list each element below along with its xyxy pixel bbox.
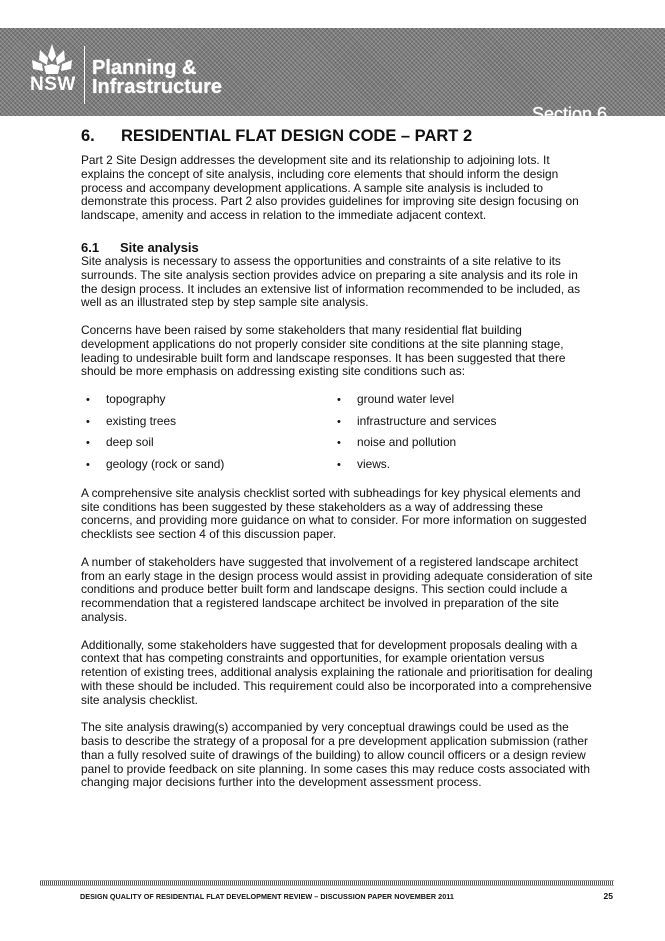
- footer-divider: [40, 880, 614, 886]
- subsection-heading: [81, 240, 593, 255]
- list-item: • infrastructure and services: [332, 415, 593, 430]
- chapter-heading: [81, 126, 593, 146]
- list-item: • existing trees: [81, 415, 332, 430]
- bullet-icon: •: [337, 458, 341, 471]
- department-line-1: Planning &: [92, 57, 197, 79]
- paragraph-site-analysis: Site analysis is necessary to assess the opportunities and constraints of a site relative to its surrounds. The site analysis section provides advice on preparing a site analysis and its role in the design process. It includes an extensive list of information recommended to be included, as well as an illustrated step by step sample site analysis.: [81, 253, 581, 310]
- section-label: Section 6: [531, 104, 607, 124]
- bullet-icon: •: [337, 394, 341, 407]
- paragraph-landscape-architect: A number of stakeholders have suggested that involvement of a registered landscape architect from an early stage in the design process would assist in providing adequate consideration of site conditions and produce better built form and landscape designs. This section could include a recommendation that a registered landscape architect be involved in preparation of the site analysis.: [81, 554, 593, 624]
- department-name: [92, 59, 222, 97]
- paragraph-competing-constraints: Additionally, some stakeholders have suggested that for development proposals dealing with a context that has competing constraints and opportunities, for example orientation versus retention of existing trees, additional analysis explaining the rationale and prioritisation for dealing with these should be included. This requirement could also be incorporated into a comprehensive site analysis checklist.: [81, 637, 593, 707]
- list-item: • noise and pollution: [332, 436, 593, 451]
- intro-paragraph: Part 2 Site Design addresses the development site and its relationship to adjoining lots. It explains the concept of site analysis, including core elements that should inform the design process and accompany development applications. A sample site analysis is included to demonstrate this process. Part 2 also provides guidelines for improving site design focusing on landscape, amenity and access in relation to the immediate adjacent context.: [81, 153, 579, 223]
- bullet-icon: •: [337, 415, 341, 428]
- footer-title: DESIGN QUALITY OF RESIDENTIAL FLAT DEVELOPMENT REVIEW – DISCUSSION PAPER NOVEMBER 2011: [80, 892, 454, 901]
- bullet-icon: •: [86, 458, 90, 471]
- bullet-icon: •: [86, 437, 90, 450]
- list-item: • topography: [81, 393, 332, 408]
- bullet-icon: •: [86, 415, 90, 428]
- nsw-logo-text: NSW: [30, 74, 76, 95]
- list-item: • deep soil: [81, 436, 332, 451]
- page-header-banner: [0, 28, 665, 124]
- site-conditions-list: [81, 393, 593, 473]
- paragraph-checklist: A comprehensive site analysis checklist sorted with subheadings for key physical elements and site conditions has been suggested by these stakeholders as a way of addressing these concerns, and providing more guidance on what to consider. For more information on suggested checklists see section 4 of this discussion paper.: [81, 485, 587, 542]
- list-item: • views.: [332, 458, 593, 473]
- subsection-number: 6.1: [81, 239, 100, 255]
- chapter-number: 6.: [81, 127, 95, 145]
- chapter-title: RESIDENTIAL FLAT DESIGN CODE – PART 2: [121, 127, 473, 145]
- department-line-2: Infrastructure: [92, 76, 223, 98]
- logo-divider: [84, 46, 85, 104]
- list-item: • ground water level: [332, 393, 593, 408]
- subsection-title: Site analysis: [120, 239, 199, 255]
- page-number: 25: [603, 891, 613, 901]
- bullet-icon: •: [86, 394, 90, 407]
- bullet-icon: •: [337, 437, 341, 450]
- document-body: [81, 126, 593, 790]
- list-item: • geology (rock or sand): [81, 458, 332, 473]
- paragraph-concerns: Concerns have been raised by some stakeholders that many residential flat building development applications do not properly consider site conditions at the site planning stage, leading to undesirable built form and landscape responses. It has been suggested that there should be more emphasis on addressing existing site conditions such as:: [81, 322, 566, 379]
- paragraph-site-analysis-drawings: The site analysis drawing(s) accompanied by very conceptual drawings could be used as the basis to describe the strategy of a proposal for a pre development application submission (rather than a fully resolved suite of drawings of the building) to allow council officers or a design review panel to provide feedback on site planning. In some cases this may reduce costs associated with changing major decisions further into the development assessment process.: [81, 720, 590, 790]
